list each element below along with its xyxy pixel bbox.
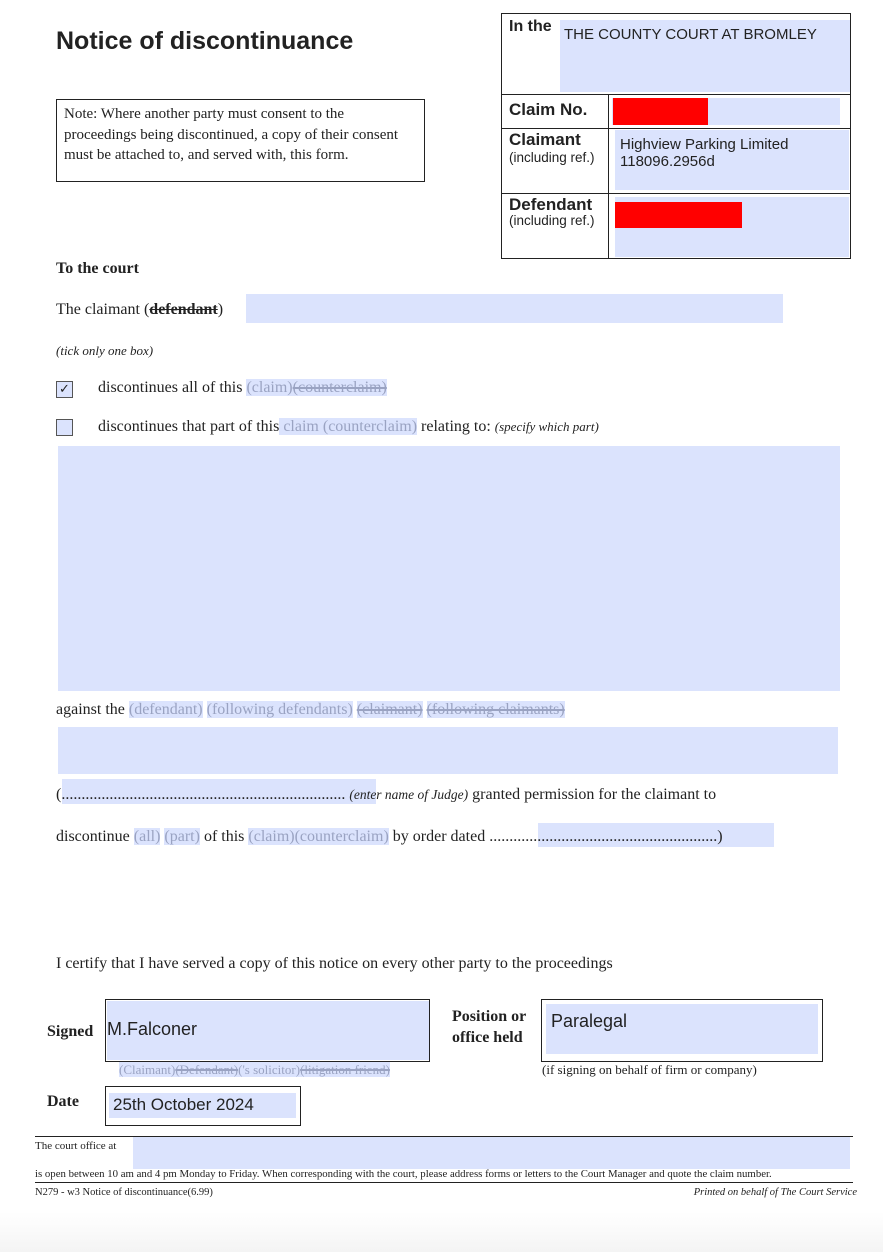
option-all-line: discontinues all of this (claim)(counterclaim) xyxy=(98,379,387,396)
judge-line: (....................................................................... (enter name of Judge) granted permission for the claimant to xyxy=(56,786,717,803)
claimant-value-line2: 118096.2956d xyxy=(620,153,715,170)
option2-claim[interactable]: claim (counterclaim) xyxy=(279,418,417,435)
date-label: Date xyxy=(47,1093,79,1110)
signed-field[interactable] xyxy=(107,1001,429,1060)
specify-part-field[interactable] xyxy=(58,446,840,691)
option-part-line: discontinues that part of this claim (counterclaim) relating to: (specify which part) xyxy=(98,418,599,435)
against-claimant[interactable]: (claimant) xyxy=(356,701,423,718)
claimant-line: The claimant (defendant) xyxy=(56,301,224,318)
discontinue-part-checkbox[interactable] xyxy=(56,419,73,436)
date-field[interactable] xyxy=(109,1093,296,1118)
court-office-at: The court office at xyxy=(35,1140,117,1152)
defendant-label: Defendant xyxy=(509,195,593,214)
defendant-sub-label: (including ref.) xyxy=(509,213,595,228)
against-line: against the (defendant) (following defendants) (claimant) (following claimants) xyxy=(56,701,565,718)
against-names-field[interactable] xyxy=(58,727,838,774)
role-solicitor[interactable]: ('s solicitor) xyxy=(238,1062,301,1077)
date-value: 25th October 2024 xyxy=(113,1095,254,1114)
page-title: Notice of discontinuance xyxy=(56,27,354,55)
against-defendant[interactable]: (defendant) xyxy=(128,701,203,718)
position-value: Paralegal xyxy=(551,1011,628,1031)
option1-claim[interactable]: (claim) xyxy=(246,379,293,396)
header-box xyxy=(501,13,851,259)
claim-no-redaction xyxy=(613,98,708,125)
position-note: (if signing on behalf of firm or company) xyxy=(542,1062,757,1077)
discontinue-all[interactable]: (all) xyxy=(133,828,161,845)
form-code: N279 - w3 Notice of discontinuance(6.99) xyxy=(35,1187,213,1198)
claimant-value-line1: Highview Parking Limited xyxy=(620,136,789,153)
court-office-address-field[interactable] xyxy=(133,1137,850,1169)
discontinue-part[interactable]: (part) xyxy=(164,828,200,845)
open-hours-text: is open between 10 am and 4 pm Monday to Friday. When corresponding with the court, please address forms or letters to the Court Manager and quote the claim number. xyxy=(35,1168,772,1180)
role-litigation-friend[interactable]: (litigation friend) xyxy=(300,1062,390,1077)
court-name-value: THE COUNTY COURT AT BROMLEY xyxy=(564,26,817,43)
claimant-sub-label: (including ref.) xyxy=(509,150,595,165)
signed-value: M.Falconer xyxy=(107,1019,198,1039)
against-following-claimants[interactable]: (following claimants) xyxy=(426,701,565,718)
signed-label: Signed xyxy=(47,1023,94,1040)
in-the-label: In the xyxy=(509,18,552,35)
position-field[interactable] xyxy=(546,1004,818,1054)
signed-roles xyxy=(119,1062,390,1078)
against-following-defendants[interactable]: (following defendants) xyxy=(206,701,353,718)
note-text: Note: Where another party must consent to the proceedings being discontinued, a copy of their consent must be attached to, and served with, this form. xyxy=(64,106,399,163)
page-bottom-margin xyxy=(0,1212,883,1252)
struck-defendant: defendant xyxy=(149,301,218,318)
discontinue-claim-counterclaim[interactable]: (claim)(counterclaim) xyxy=(248,828,389,845)
certify-statement: I certify that I have served a copy of this notice on every other party to the proceedings xyxy=(56,955,613,972)
claimant-name-field[interactable] xyxy=(246,294,783,323)
claimant-field[interactable] xyxy=(615,130,849,190)
printed-by: Printed on behalf of The Court Service xyxy=(693,1187,857,1198)
claimant-label: Claimant xyxy=(509,130,581,149)
footer-bottom-rule xyxy=(35,1182,853,1183)
role-defendant[interactable]: (Defendant) xyxy=(175,1062,239,1077)
claim-no-label: Claim No. xyxy=(509,100,588,119)
to-the-court: To the court xyxy=(56,260,139,277)
role-claimant[interactable]: (Claimant) xyxy=(119,1062,176,1077)
discontinue-line: discontinue (all) (part) of this (claim)(counterclaim) by order dated .........................................................) xyxy=(56,828,723,845)
court-name-field[interactable] xyxy=(560,20,850,92)
tick-only-one-note: (tick only one box) xyxy=(56,343,154,358)
defendant-redaction xyxy=(615,202,742,228)
option1-counterclaim[interactable]: (counterclaim) xyxy=(292,379,387,396)
discontinue-all-checkbox[interactable]: ✓ xyxy=(56,381,73,398)
note-box xyxy=(56,99,425,182)
position-label: Position or office held xyxy=(452,1008,527,1046)
